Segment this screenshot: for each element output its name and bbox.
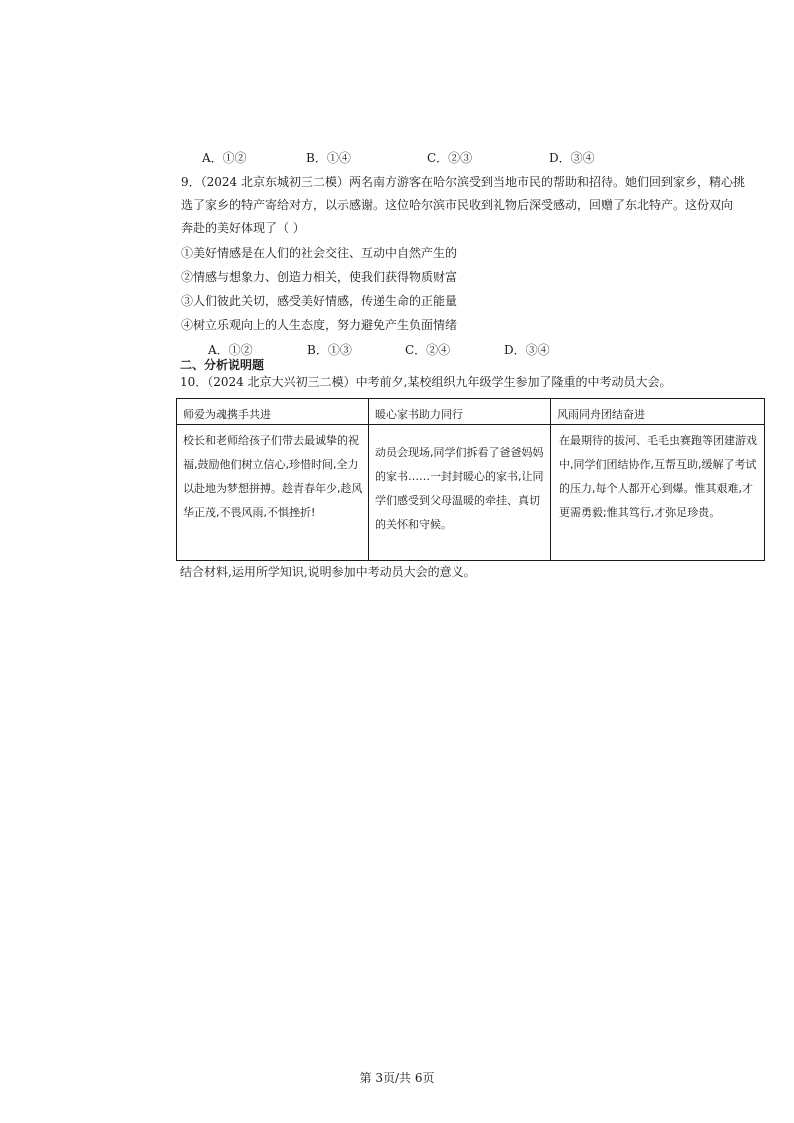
q8-option-c: C．②③: [427, 151, 473, 165]
q9-statement-3: ③人们彼此关切，感受美好情感，传递生命的正能量: [181, 294, 458, 308]
q9-option-a: A．①②: [208, 343, 253, 357]
q9-statement-1: ①美好情感是在人们的社会交往、互动中自然产生的: [181, 246, 458, 260]
q9-statement-4: ④树立乐观向上的人生态度，努力避免产生负面情绪: [181, 318, 458, 332]
q9-option-b: B．①③: [307, 343, 352, 357]
q8-option-b: B．①④: [306, 151, 351, 165]
q10-material-table: [176, 398, 765, 561]
table-cell-text: 在最期待的拔河、毛毛虫赛跑等团建游戏中,同学们团结协作,互帮互助,缓解了考试的压力,每个人都开心到爆。惟其艰难,才更需勇毅;惟其笃行,才弥足珍贵。: [559, 434, 757, 519]
table-row: [177, 425, 765, 561]
q9-stem-line-3: 奔赴的美好体现了（ ）: [181, 221, 305, 235]
section-title: 二、分析说明题: [180, 358, 265, 372]
table-header-row: [177, 399, 765, 425]
table-header-cell: 风雨同舟团结奋进: [551, 399, 765, 425]
table-cell-text: 校长和老师给孩子们带去最诚挚的祝福,鼓励他们树立信心,珍惜时间,全力以赴地为梦想拼搏。趁青春年少,趁风华正茂,不畏风雨,不惧挫折!: [183, 434, 363, 519]
table-cell: [177, 425, 369, 561]
q9-stem-line-1: 9．（2024 北京东城初三二模）两名南方游客在哈尔滨受到当地市民的帮助和招待。她们回到家乡，精心挑: [181, 175, 745, 189]
q10-question: 结合材料,运用所学知识,说明参加中考动员大会的意义。: [180, 565, 476, 579]
table-cell-text: 动员会现场,同学们拆看了爸爸妈妈的家书……一封封暖心的家书,让同学们感受到父母温暖的牵挂、真切的关怀和守候。: [375, 446, 544, 531]
table-cell: [551, 425, 765, 561]
q9-statement-2: ②情感与想象力、创造力相关，使我们获得物质财富: [181, 270, 458, 284]
q9-option-c: C．②④: [405, 343, 451, 357]
q8-option-d: D．③④: [549, 151, 595, 165]
table-header-cell: 师爱为魂携手共进: [177, 399, 369, 425]
page-footer: 第 3页/共 6页: [359, 1071, 435, 1085]
q10-stem: 10．（2024 北京大兴初三二模）中考前夕,某校组织九年级学生参加了隆重的中考动员大会。: [180, 375, 672, 389]
q9-stem-line-2: 选了家乡的特产寄给对方，以示感谢。这位哈尔滨市民收到礼物后深受感动，回赠了东北特产。这份双向: [181, 198, 734, 212]
q8-option-a: A．①②: [202, 151, 247, 165]
table-header-cell: 暖心家书助力同行: [369, 399, 551, 425]
q9-option-d: D．③④: [504, 343, 550, 357]
table-cell: [369, 425, 551, 561]
